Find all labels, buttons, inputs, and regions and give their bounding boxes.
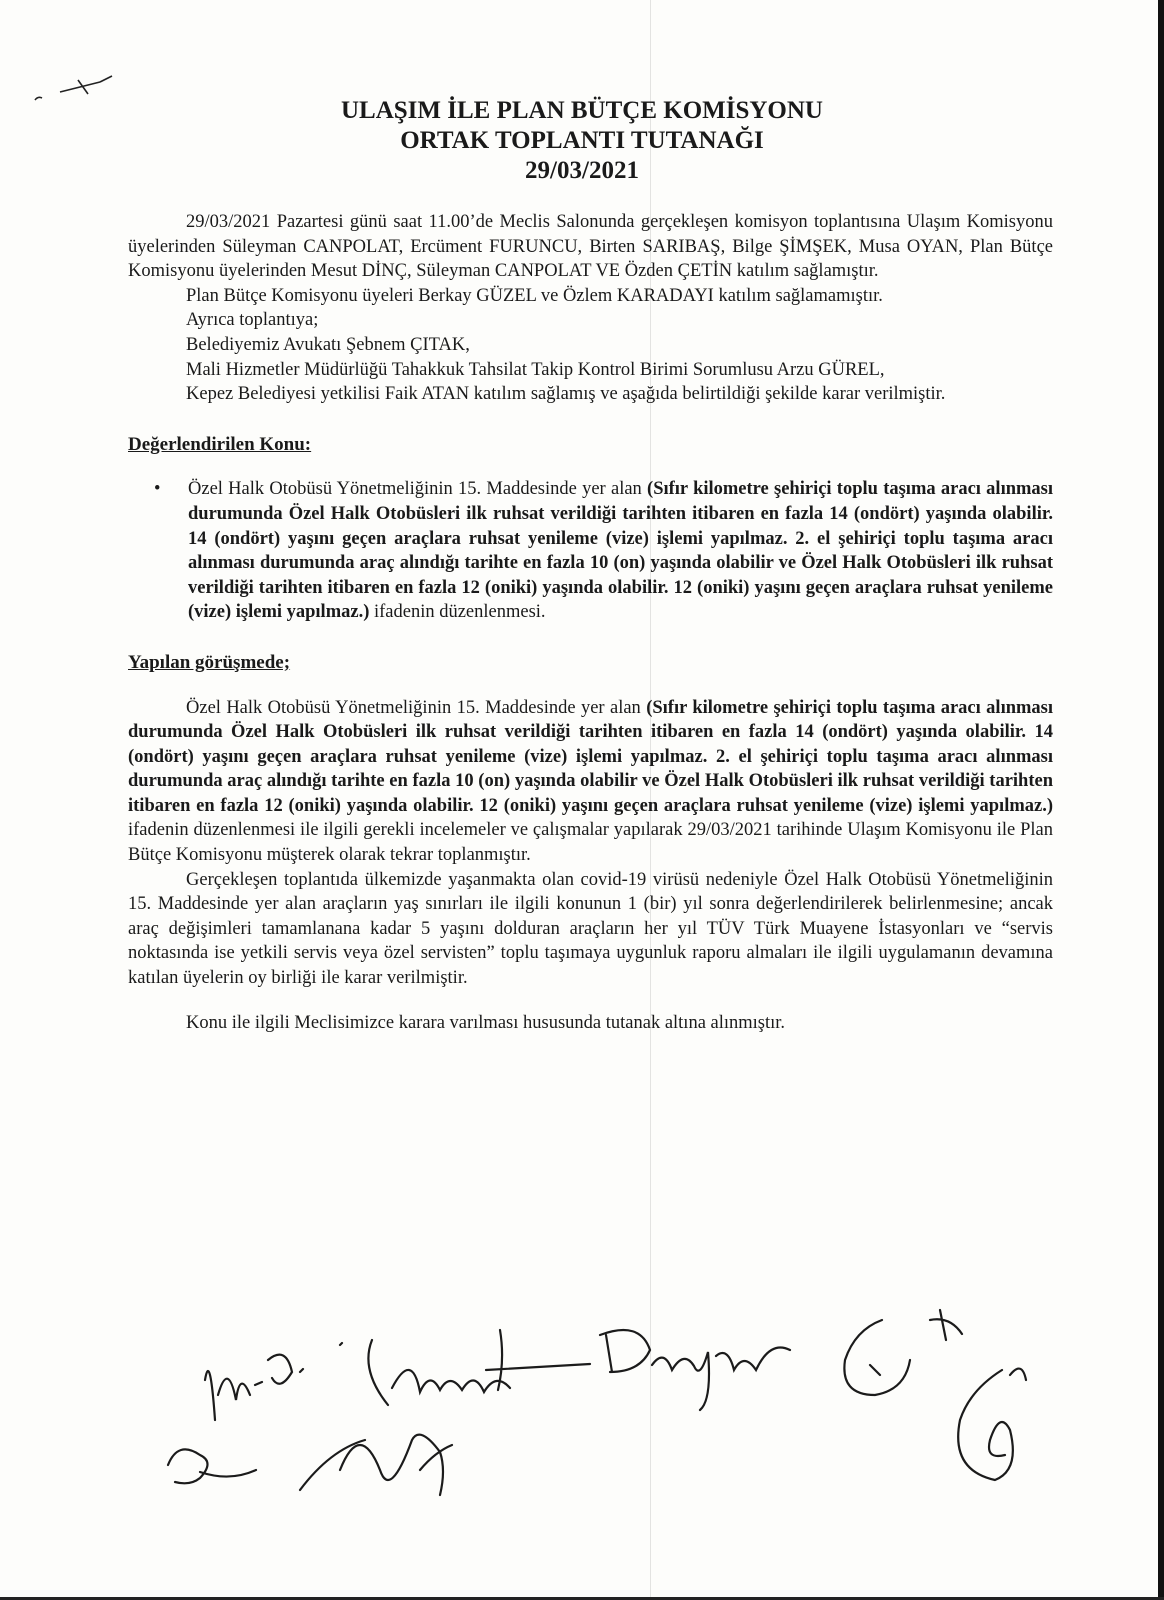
section-heading-subject: Değerlendirilen Konu: bbox=[128, 433, 312, 455]
intro-paragraph: 29/03/2021 Pazartesi günü saat 11.00’de Meclis Salonunda gerçekleşen komisyon toplantısına Ulaşım Komisyonu üyelerinden Süleyman CANPOLAT, Ercüment FURUNCU, Birten SARIBAŞ, Bilge ŞİMŞEK, Musa OYAN, Plan Bütçe Komisyonu üyelerinden Mesut DİNÇ, Süleyman CANPOLAT VE Özden ÇETİN katılım sağlamıştır. bbox=[128, 212, 1053, 282]
signature-4 bbox=[844, 1310, 962, 1395]
document-title bbox=[0, 96, 1164, 186]
section-heading-discussion: Yapılan görüşmede; bbox=[128, 651, 291, 673]
discussion-text-bold: (Sıfır kilometre şehiriçi toplu taşıma aracı alınması durumunda Özel Halk Otobüsleri ilk ruhsat verildiği tarihten itibaren en fazla 14 (ondört) yaşında olabilir. 14 (ondört) yaşını geçen araçlara ruhsat yenileme (vize) işlemi yapılmaz. 2. el şehiriçi toplu taşıma aracı alınması durumunda araç alındığı tarihte en fazla 10 (on) yaşında olabilir ve Özel Halk Otobüsleri ilk ruhsat verildiği tarihten itibaren en fazla 12 (oniki) yaşında olabilir. 12 (oniki) yaşını geçen araçlara ruhsat yenileme (vize) işlemi yapılmaz.) bbox=[128, 697, 1053, 816]
attendee-lawyer: Belediyemiz Avukatı Şebnem ÇITAK, bbox=[186, 334, 470, 355]
discussion-paragraph bbox=[128, 696, 1053, 868]
subject-bullet-text bbox=[188, 477, 1053, 625]
signature-6 bbox=[300, 1435, 452, 1495]
absent-members-paragraph: Plan Bütçe Komisyonu üyeleri Berkay GÜZEL ve Özlem KARADAYI katılım sağlamamıştır. bbox=[186, 285, 883, 306]
subject-text-suffix: ifadenin düzenlenmesi. bbox=[369, 602, 546, 623]
discussion-text-suffix: ifadenin düzenlenmesi ile ilgili gerekli incelemeler ve çalışmalar yapılarak 29/03/2021 tarihinde Ulaşım Komisyonu ile Plan Bütçe Komisyonu müşterek olarak tekrar toplanmıştır. bbox=[128, 820, 1053, 866]
scan-edge-right bbox=[1158, 0, 1164, 1600]
discussion-text-prefix: Özel Halk Otobüsü Yönetmeliğinin 15. Maddesinde yer alan bbox=[186, 697, 647, 718]
subject-text-bold: (Sıfır kilometre şehiriçi toplu taşıma aracı alınması durumunda Özel Halk Otobüsleri ilk ruhsat verildiği tarihten itibaren en fazla 14 (ondört) yaşında olabilir. 14 (ondört) yaşını geçen araçlara ruhsat yenileme (vize) işlemi yapılmaz. 2. el şehiriçi toplu taşıma aracı alınması durumunda araç alındığı tarihte en fazla 10 (on) yaşında olabilir ve Özel Halk Otobüsleri ilk ruhsat verildiği tarihten itibaren en fazla 12 (oniki) yaşında olabilir. 12 (oniki) yaşını geçen araçlara ruhsat yenileme (vize) işlemi yapılmaz.) bbox=[188, 479, 1053, 623]
closing-paragraph: Konu ile ilgili Meclisimizce karara varılması hususunda tutanak altına alınmıştır. bbox=[186, 1012, 786, 1033]
title-line-1: ULAŞIM İLE PLAN BÜTÇE KOMİSYONU bbox=[340, 97, 823, 124]
also-attending-label: Ayrıca toplantıya; bbox=[186, 310, 319, 331]
subject-bullet-item bbox=[128, 477, 1053, 625]
signature-5 bbox=[168, 1449, 256, 1483]
decision-paragraph: Gerçekleşen toplantıda ülkemizde yaşanmakta olan covid-19 virüsü nedeniyle Özel Halk Otobüsü Yönetmeliğinin 15. Maddesinde yer alan araçların yaş sınırları ile ilgili konunun 1 (bir) yıl sonra değerlendirilerek belirlenmesine; ancak araç değişimleri tamamlanana kadar 5 yaşını dolduran araçların her yıl TÜV Türk Muayene İstasyonları ve “servis noktasında ise yetkili servis veya özel servisten” toplu taşımaya uygunluk raporu almaları ile ilgili uygulamanın devamına katılan üyelerin oy birliği ile karar verilmiştir. bbox=[128, 869, 1053, 989]
title-date: 29/03/2021 bbox=[525, 157, 639, 184]
subject-text-prefix: Özel Halk Otobüsü Yönetmeliğinin 15. Maddesinde yer alan bbox=[188, 479, 648, 500]
attendee-finance: Mali Hizmetler Müdürlüğü Tahakkuk Tahsilat Takip Kontrol Birimi Sorumlusu Arzu GÜREL, bbox=[186, 359, 885, 380]
signature-1 bbox=[205, 1343, 342, 1420]
document-body bbox=[128, 210, 1053, 1035]
signature-3 bbox=[600, 1330, 790, 1410]
attendee-kepez: Kepez Belediyesi yetkilisi Faik ATAN katılım sağlamış ve aşağıda belirtildiği şekilde karar verilmiştir. bbox=[186, 384, 946, 405]
title-line-2: ORTAK TOPLANTI TUTANAĞI bbox=[400, 127, 764, 154]
signature-2 bbox=[368, 1330, 590, 1405]
bullet-icon: • bbox=[154, 479, 161, 500]
signature-7 bbox=[958, 1369, 1026, 1480]
